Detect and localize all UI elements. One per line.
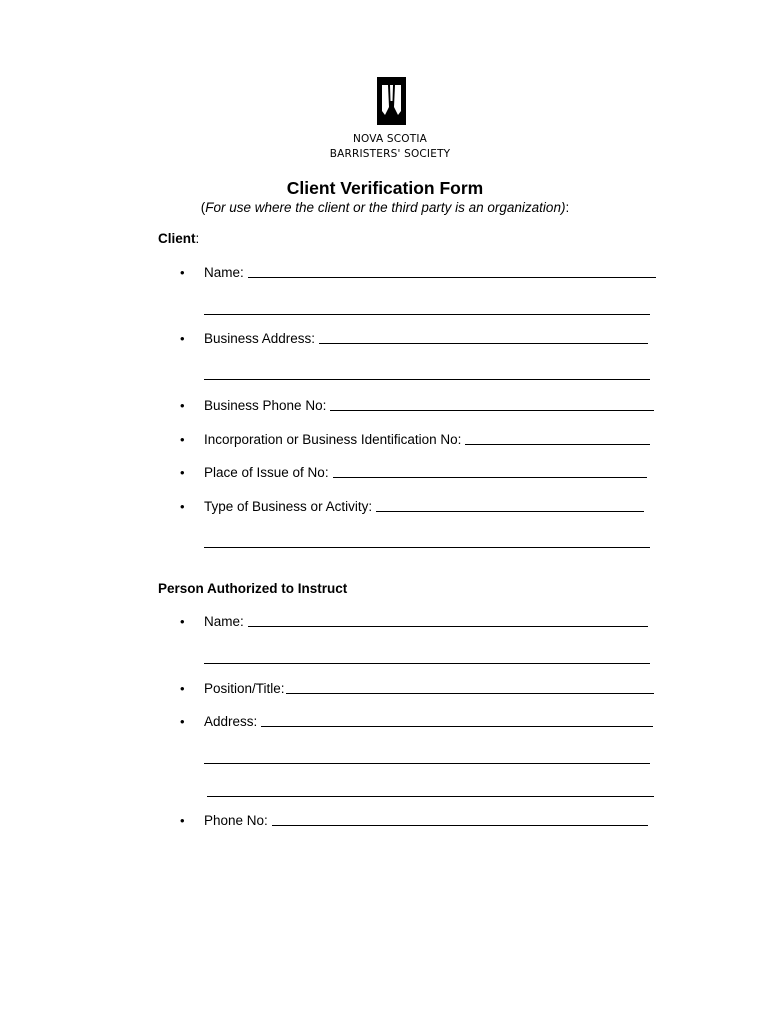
authorized-name-continuation-line[interactable] [204,663,650,664]
authorized-phone-input-line[interactable] [272,825,648,826]
client-name-input-line[interactable] [248,277,656,278]
client-business-phone-field[interactable] [204,398,654,413]
org-name-line1: NOVA SCOTIA [352,133,428,145]
authorized-name-field[interactable] [204,614,648,629]
bullet: • [180,398,185,413]
client-business-phone-label: Business Phone No: [204,398,327,413]
bullet: • [180,331,185,346]
form-subtitle: (For use where the client or the third party is an organization): [200,200,570,215]
bullet: • [180,432,185,447]
client-business-address-label: Business Address: [204,331,316,346]
barrister-gown-logo-icon [377,77,406,125]
client-name-field[interactable] [204,265,656,280]
client-type-of-business-input-line[interactable] [376,511,644,512]
bullet: • [180,681,185,696]
bullet: • [180,714,185,729]
authorized-position-label: Position/Title: [204,681,285,696]
client-place-of-issue-input-line[interactable] [333,477,647,478]
client-business-address-field[interactable] [204,331,648,346]
client-place-of-issue-label: Place of Issue of No: [204,465,329,480]
client-heading: Client: [158,231,200,246]
bullet: • [180,465,185,480]
authorized-heading: Person Authorized to Instruct [158,581,348,596]
client-incorporation-input-line[interactable] [465,444,650,445]
bullet: • [180,499,185,514]
client-place-of-issue-field[interactable] [204,465,647,480]
client-type-of-business-continuation-line[interactable] [204,547,650,548]
authorized-address-continuation-line-1[interactable] [204,763,650,764]
authorized-position-field[interactable] [204,681,654,696]
client-type-of-business-field[interactable] [204,499,644,514]
bullet: • [180,614,185,629]
authorized-address-input-line[interactable] [261,726,653,727]
authorized-address-continuation-line-2[interactable] [207,796,654,797]
authorized-phone-field[interactable] [204,813,648,828]
org-name-line2: BARRISTERS' SOCIETY [329,148,451,160]
authorized-address-field[interactable] [204,714,653,729]
authorized-position-input-line[interactable] [286,693,654,694]
client-business-phone-input-line[interactable] [330,410,654,411]
authorized-name-label: Name: [204,614,244,629]
client-business-address-continuation-line[interactable] [204,379,650,380]
bullet: • [180,265,185,280]
client-name-label: Name: [204,265,244,280]
authorized-phone-label: Phone No: [204,813,268,828]
client-business-address-input-line[interactable] [319,343,648,344]
bullet: • [180,813,185,828]
authorized-address-label: Address: [204,714,258,729]
client-incorporation-field[interactable] [204,432,650,447]
client-type-of-business-label: Type of Business or Activity: [204,499,373,514]
client-incorporation-label: Incorporation or Business Identification No: [204,432,462,447]
form-title: Client Verification Form [286,178,484,198]
client-name-continuation-line[interactable] [204,314,650,315]
authorized-name-input-line[interactable] [248,626,648,627]
